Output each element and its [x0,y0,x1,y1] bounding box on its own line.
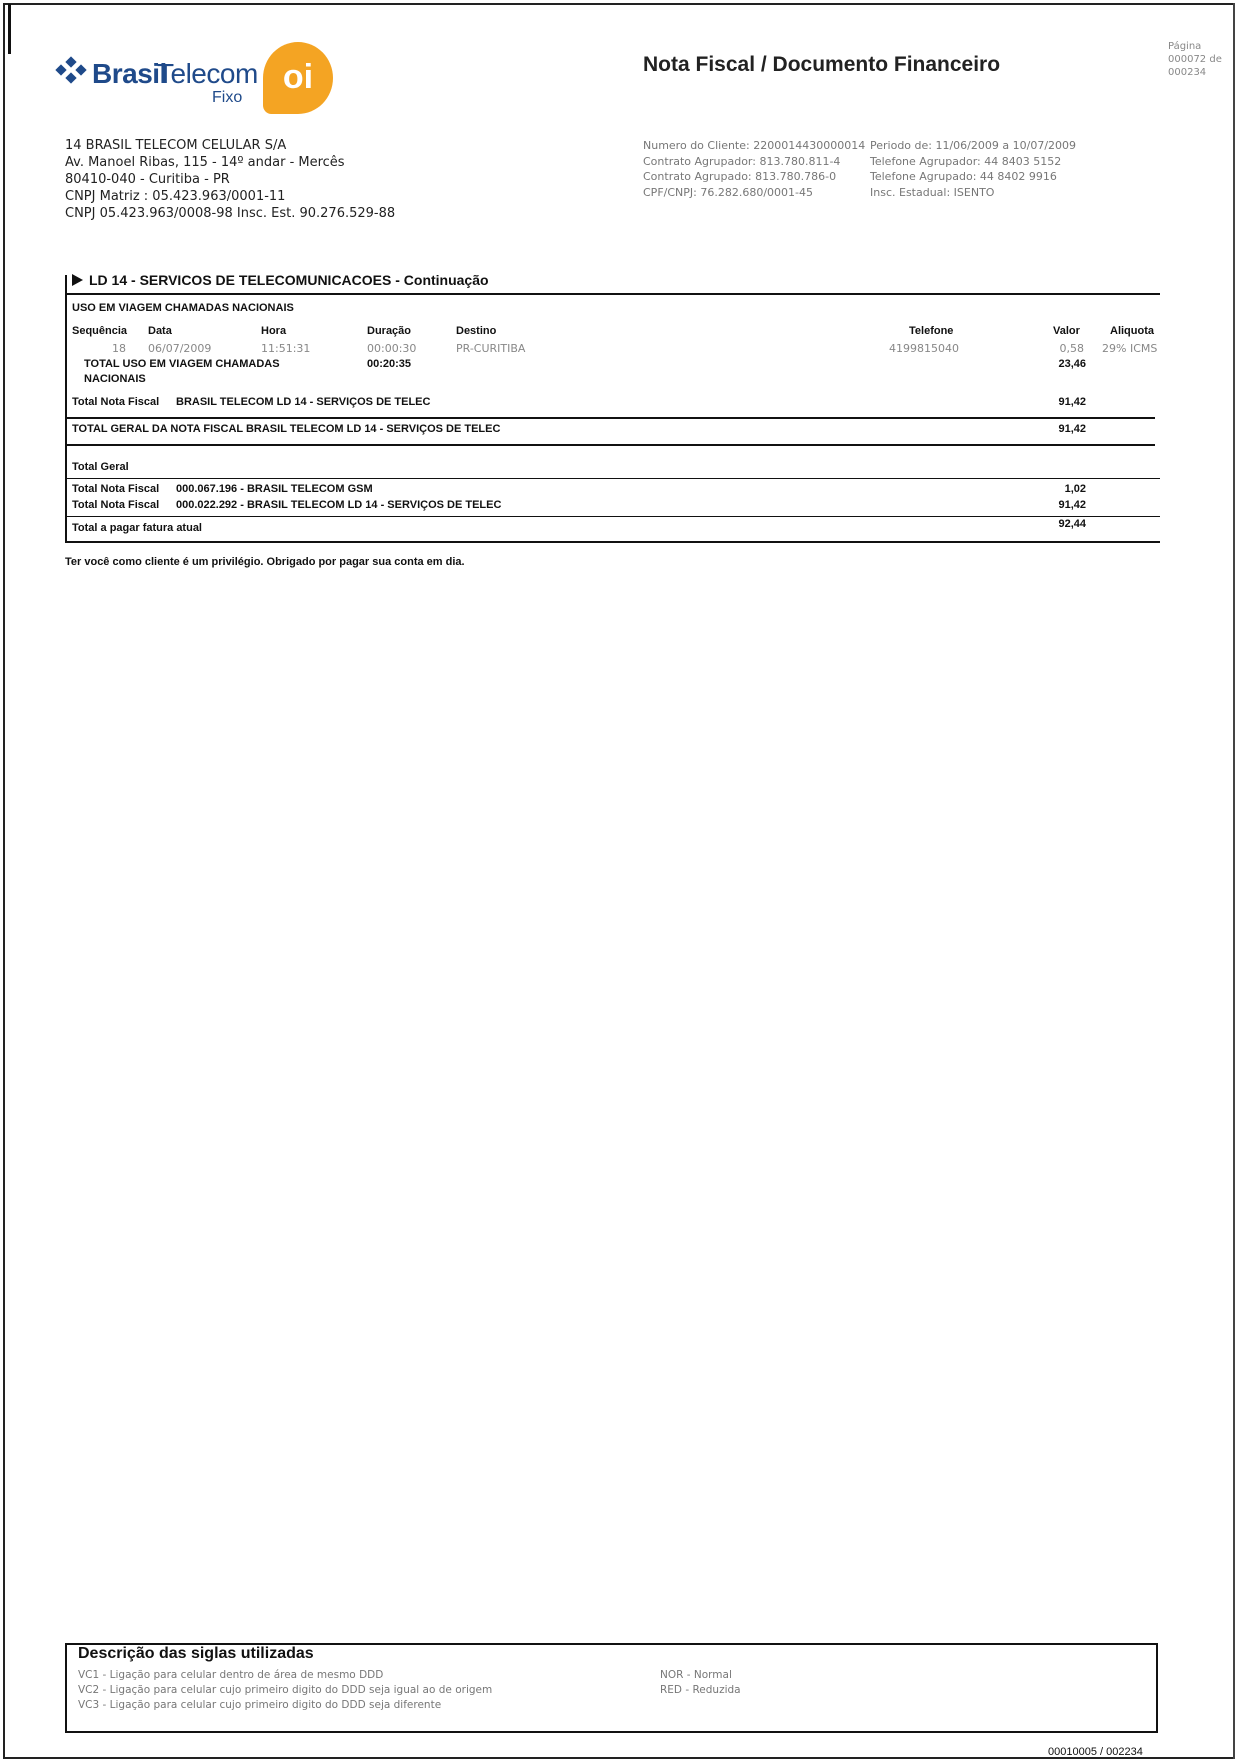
cell-hora: 11:51:31 [261,342,311,355]
total-geral-nf-bottom-rule [65,444,1155,446]
brand-name-bold: Brasil [92,58,167,89]
company-line: CNPJ 05.423.963/0008-98 Insc. Est. 90.276.529-88 [65,206,396,221]
summary-item-label: Total Nota Fiscal [72,483,160,495]
legend-item: RED - Reduzida [660,1684,741,1696]
legend-title: Descrição das siglas utilizadas [78,1645,314,1662]
total-nf-valor: 91,42 [1058,396,1086,408]
col-header-duracao: Duração [367,325,412,337]
page-frame [3,3,1235,1759]
section-subtitle: USO EM VIAGEM CHAMADAS NACIONAIS [72,302,294,314]
thank-you-message: Ter você como cliente é um privilégio. Obrigado por pagar sua conta em dia. [65,556,465,568]
summary-item-desc: 000.022.292 - BRASIL TELECOM LD 14 - SERVIÇOS DE TELEC [176,499,502,511]
cell-sequencia: 18 [112,342,126,355]
cell-valor: 0,58 [1059,342,1084,355]
scan-corner-mark [8,4,11,54]
subtotal-label-line1: TOTAL USO EM VIAGEM CHAMADAS [84,358,280,370]
legend-item: VC2 - Ligação para celular cujo primeiro digito do DDD seja igual ao de origem [78,1684,493,1696]
client-info-line: Periodo de: 11/06/2009 a 10/07/2009 [870,139,1077,152]
summary-item-valor: 91,42 [1058,499,1086,511]
client-info-line: Contrato Agrupador: 813.780.811-4 [643,154,841,168]
company-line: CNPJ Matriz : 05.423.963/0001-11 [65,189,286,204]
total-geral-nf-label: TOTAL GERAL DA NOTA FISCAL BRASIL TELECOM LD 14 - SERVIÇOS DE TELEC [72,423,501,435]
cell-data: 06/07/2009 [148,342,212,355]
summary-item-label: Total Nota Fiscal [72,499,160,511]
summary-total-valor: 92,44 [1058,518,1086,530]
summary-bottom-rule [65,541,1160,543]
cell-destino: PR-CURITIBA [456,342,526,355]
col-header-destino: Destino [456,325,497,337]
summary-item-valor: 1,02 [1064,483,1086,495]
footer-code: 00010005 / 002234 [1048,1746,1143,1758]
col-header-sequencia: Sequência [72,325,128,337]
cell-aliquota: 29% ICMS [1102,342,1158,355]
client-info-line: Telefone Agrupado: 44 8402 9916 [870,170,1057,183]
total-geral-nf-top-rule [65,417,1155,419]
summary-item-desc: 000.067.196 - BRASIL TELECOM GSM [176,483,373,495]
summary-left-rule [65,455,67,543]
cell-duracao: 00:00:30 [367,342,417,355]
client-info-left [643,138,865,200]
client-info-line: Numero do Cliente: 2200014430000014 [643,139,866,152]
company-line: 80410-040 - Curitiba - PR [65,172,230,187]
col-header-data: Data [148,325,172,337]
summary-total-label: Total a pagar fatura atual [72,522,202,534]
summary-rule [65,478,1160,479]
summary-title: Total Geral [72,461,129,473]
page-frame-right [1233,3,1235,1759]
legend-right [660,1668,741,1698]
cell-telefone: 4199815040 [889,342,959,355]
brasil-telecom-logo-icon [55,56,89,86]
client-info-right [870,138,1076,200]
section-arrow-icon [72,274,83,286]
legend-item: VC3 - Ligação para celular cujo primeiro digito do DDD seja diferente [78,1699,442,1711]
client-info-line: Contrato Agrupado: 813.780.786-0 [643,170,837,183]
legend-left [78,1668,492,1713]
company-line: Av. Manoel Ribas, 115 - 14º andar - Mercês [65,155,345,170]
legend-item: VC1 - Ligação para celular dentro de área de mesmo DDD [78,1669,384,1681]
page-frame-top [3,3,1235,5]
page-indicator [1168,40,1222,79]
page-number: 000072 de [1168,54,1222,65]
subtotal-label-line2: NACIONAIS [84,373,146,385]
col-header-valor: Valor [1053,325,1080,337]
summary-total-rule [65,516,1160,517]
client-info-line: Telefone Agrupador: 44 8403 5152 [870,154,1062,168]
company-address [65,137,395,222]
page-total: 000234 [1168,67,1207,78]
subtotal-valor: 23,46 [1058,358,1086,370]
col-header-telefone: Telefone [909,325,954,337]
brand-name-light: Telecom [157,58,258,89]
total-geral-nf-valor: 91,42 [1058,423,1086,435]
brand-subtitle: Fixo [212,89,243,106]
document-title: Nota Fiscal / Documento Financeiro [643,53,1001,76]
client-info-line: CPF/CNPJ: 76.282.680/0001-45 [643,185,813,199]
section-rule [65,293,1160,295]
section-title: LD 14 - SERVICOS DE TELECOMUNICACOES - Continuação [89,272,489,288]
total-nf-desc: BRASIL TELECOM LD 14 - SERVIÇOS DE TELEC [176,396,431,408]
col-header-aliquota: Aliquota [1110,325,1154,337]
oi-logo-text: oi [282,58,314,96]
legend-item: NOR - Normal [660,1669,732,1681]
total-nf-label: Total Nota Fiscal [72,396,160,408]
col-header-hora: Hora [261,325,287,337]
company-line: 14 BRASIL TELECOM CELULAR S/A [65,138,287,153]
subtotal-duracao: 00:20:35 [367,358,412,370]
client-info-line: Insc. Estadual: ISENTO [870,185,995,199]
page-label: Página [1168,41,1202,52]
